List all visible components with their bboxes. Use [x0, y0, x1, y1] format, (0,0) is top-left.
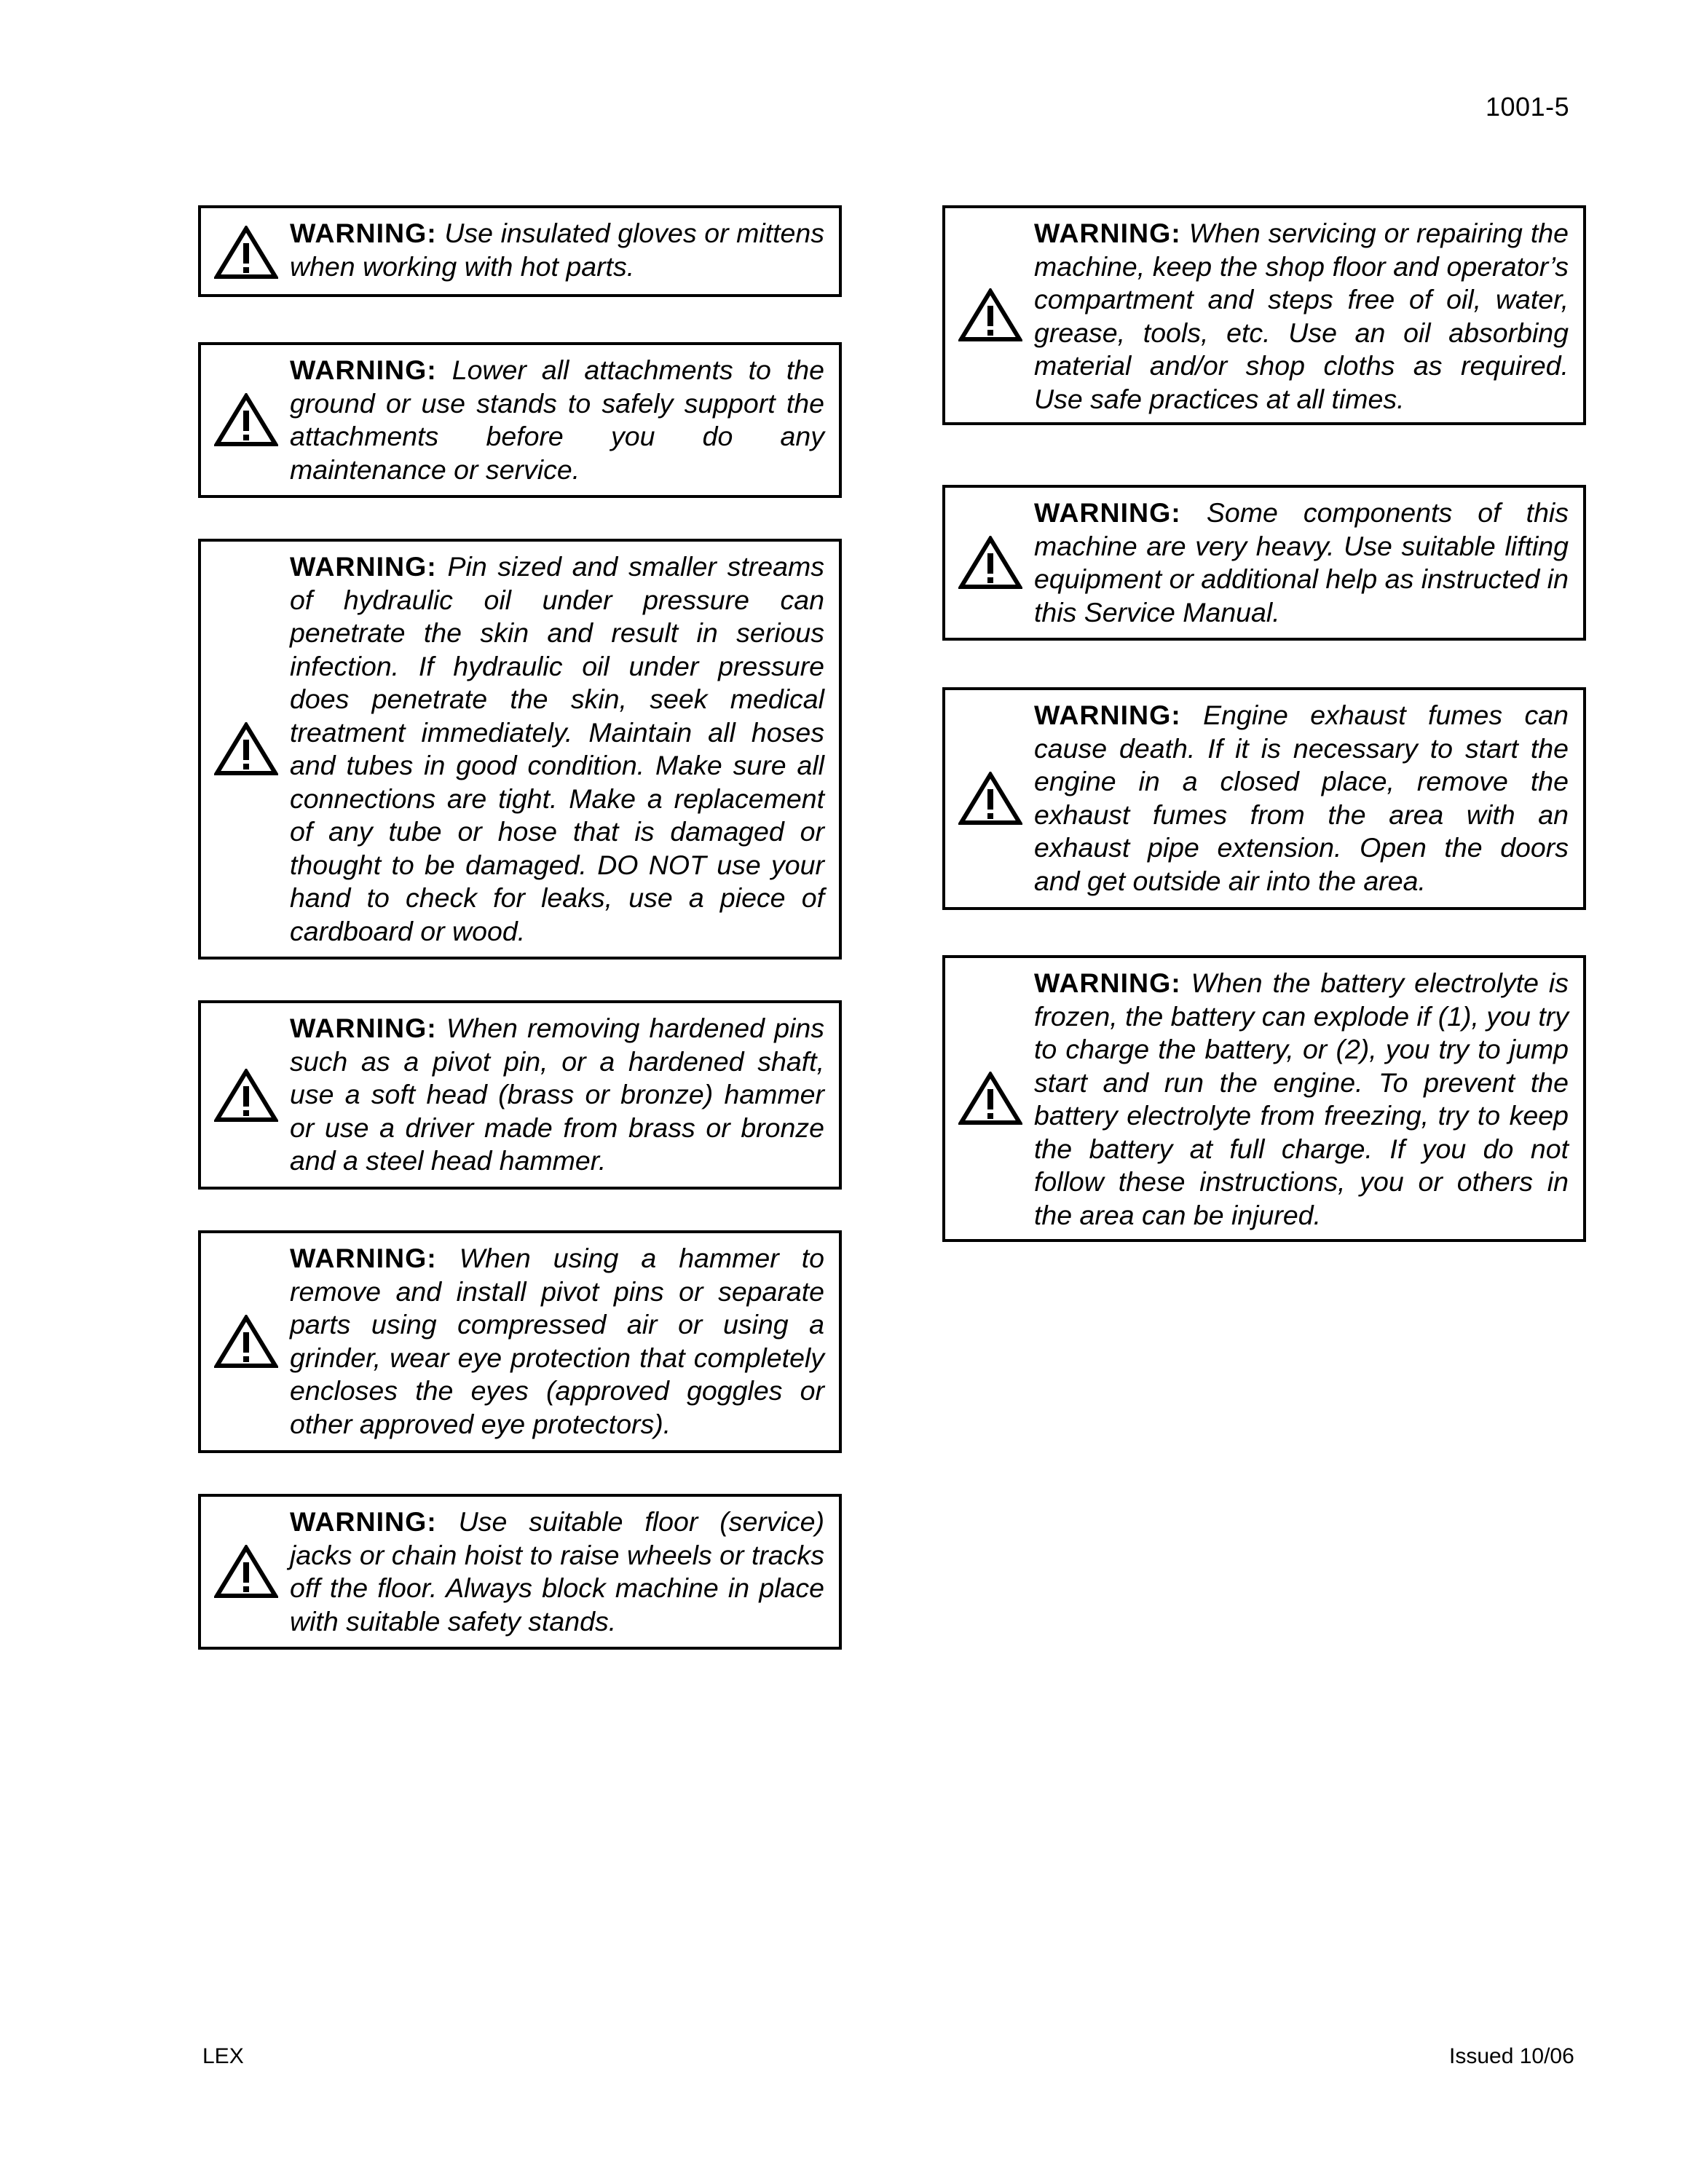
warning-label: WARNING: — [1034, 968, 1181, 998]
footer-issued-date: Issued 10/06 — [1449, 2044, 1574, 2068]
warning-box-exhaust-fumes — [942, 687, 1586, 910]
warning-text: Some components of this machine are very heavy. Use suitable lifting equipment or additional help as instructed in this Service Manual. — [1034, 497, 1569, 628]
warning-triangle-icon — [958, 1072, 1022, 1125]
warning-label: WARNING: — [1034, 218, 1181, 248]
warning-label: WARNING: — [290, 1243, 437, 1273]
warning-triangle-icon — [214, 226, 278, 280]
warning-text: When using a hammer to remove and install pivot pins or separate parts using compressed air or using a grinder, wear eye protection that completely encloses the eyes (approved goggles or other approved eye protectors). — [290, 1243, 824, 1439]
warning-box-battery-electrolyte — [942, 955, 1586, 1242]
warning-triangle-icon — [958, 536, 1022, 590]
warning-text: Engine exhaust fumes can cause death. If it is necessary to start the engine in a closed place, remove the exhaust fumes from the area with an exhaust pipe extension. Open the doors and get outside air into the area. — [1034, 700, 1569, 896]
warning-box-hot-parts — [198, 205, 842, 297]
warning-triangle-icon — [214, 722, 278, 776]
page-number: 1001-5 — [1486, 92, 1570, 122]
warning-label: WARNING: — [290, 218, 437, 248]
warning-label: WARNING: — [290, 1506, 437, 1537]
warning-triangle-icon — [958, 288, 1022, 342]
warning-label: WARNING: — [290, 551, 437, 582]
warning-text: Pin sized and smaller streams of hydraulic oil under pressure can penetrate the skin and result in serious infection. If hydraulic oil under pressure does penetrate the skin, seek medical treatment immediately. Maintain all hoses and tubes in good condition. Make sure all connections are tight. Make a replacement of any tube or hose that is damaged or thought to be damaged. DO NOT use your hand to check for leaks, use a piece of cardboard or wood. — [290, 551, 824, 946]
footer-left-label: LEX — [202, 2044, 244, 2068]
warning-box-eye-protection — [198, 1230, 842, 1453]
warning-box-floor-jacks — [198, 1494, 842, 1650]
warning-text: Use suitable floor (service) jacks or chain hoist to raise wheels or tracks off the floor. Always block machine in place with suitable safety stands. — [290, 1506, 824, 1637]
warning-text: When removing hardened pins such as a pivot pin, or a hardened shaft, use a soft head (brass or bronze) hammer or use a driver made from brass or bronze and a steel head hammer. — [290, 1013, 824, 1176]
warning-label: WARNING: — [1034, 497, 1181, 528]
warning-box-heavy-components — [942, 485, 1586, 641]
warning-box-shop-floor — [942, 205, 1586, 425]
warning-triangle-icon — [214, 1315, 278, 1369]
warning-box-hydraulic-oil — [198, 539, 842, 960]
warning-triangle-icon — [958, 772, 1022, 826]
warning-label: WARNING: — [1034, 700, 1181, 730]
warning-triangle-icon — [214, 1069, 278, 1123]
warning-box-attachments — [198, 342, 842, 498]
warning-text: When the battery electrolyte is frozen, the battery can explode if (1), you try to charge the battery, or (2), you try to jump start and run the engine. To prevent the battery electrolyte from freezing, try to keep the battery at full charge. If you do not follow these instructions, you or others in the area can be injured. — [1034, 968, 1569, 1230]
warning-text: Use insulated gloves or mittens when working with hot parts. — [290, 218, 824, 282]
warning-text: When servicing or repairing the machine, keep the shop floor and operator’s compartment and steps free of oil, water, grease, tools, etc. Use an oil absorbing material and/or shop cloths as required. Use safe practices at all times. — [1034, 218, 1569, 414]
warning-label: WARNING: — [290, 355, 437, 385]
warning-triangle-icon — [214, 393, 278, 447]
warning-box-hardened-pins — [198, 1000, 842, 1190]
warning-label: WARNING: — [290, 1013, 437, 1043]
warning-triangle-icon — [214, 1545, 278, 1599]
warning-text: Lower all attachments to the ground or use stands to safely support the attachments before you do any maintenance or service. — [290, 355, 824, 485]
